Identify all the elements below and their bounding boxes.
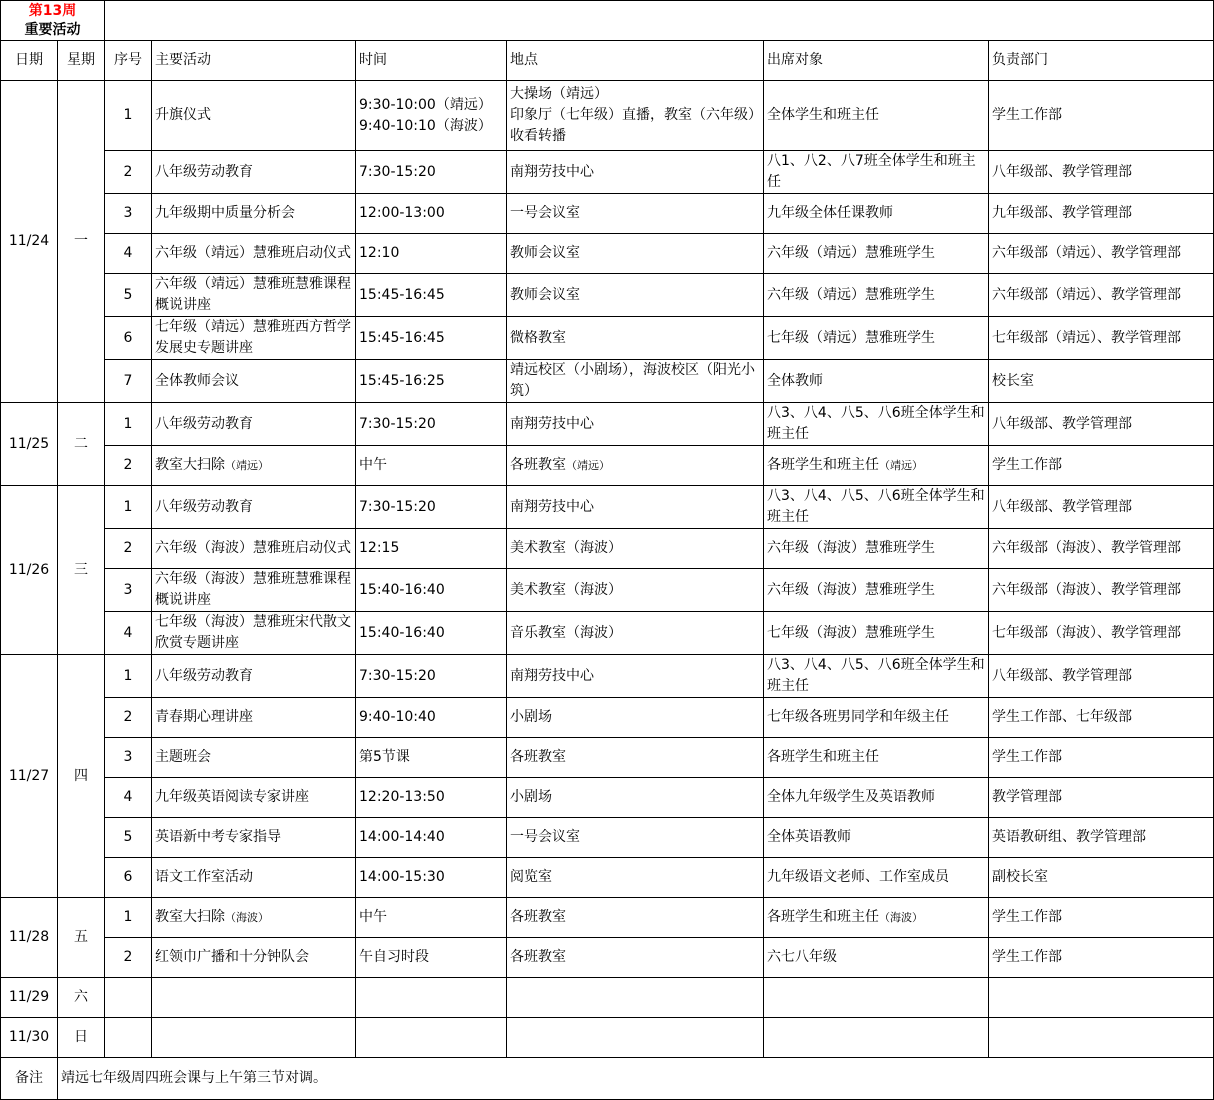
table-row <box>1 529 1214 569</box>
attendees-cell: 八3、八4、八5、八6班全体学生和班主任 <box>764 403 989 446</box>
activity-cell: 六年级（海波）慧雅班慧雅课程概说讲座 <box>152 569 356 612</box>
weekday-cell: 四 <box>58 655 105 898</box>
place-cell: 美术教室（海波） <box>507 529 764 569</box>
place-cell: 各班教室 <box>507 738 764 778</box>
weekday-cell: 一 <box>58 81 105 403</box>
attendees-cell: 八3、八4、八5、八6班全体学生和班主任 <box>764 486 989 529</box>
attendees-cell: 七年级各班男同学和年级主任 <box>764 698 989 738</box>
table-row <box>1 698 1214 738</box>
time-cell: 9:40-10:40 <box>356 698 507 738</box>
dept-cell: 学生工作部 <box>989 738 1214 778</box>
weekday-cell: 五 <box>58 898 105 978</box>
activity-cell: 六年级（靖远）慧雅班慧雅课程概说讲座 <box>152 274 356 317</box>
place-cell <box>507 81 764 151</box>
no-cell: 5 <box>105 818 152 858</box>
dept-cell: 学生工作部 <box>989 446 1214 486</box>
attendees-cell: 七年级（靖远）慧雅班学生 <box>764 317 989 360</box>
activity-cell: 升旗仪式 <box>152 81 356 151</box>
no-cell: 2 <box>105 446 152 486</box>
empty-cell <box>105 1018 152 1058</box>
activity-cell: 语文工作室活动 <box>152 858 356 898</box>
attendees-cell <box>764 898 989 938</box>
attendees-cell: 全体英语教师 <box>764 818 989 858</box>
weekday-cell: 二 <box>58 403 105 486</box>
place-cell: 微格教室 <box>507 317 764 360</box>
no-cell: 1 <box>105 486 152 529</box>
time-cell: 15:45-16:45 <box>356 274 507 317</box>
no-cell: 7 <box>105 360 152 403</box>
no-cell: 1 <box>105 81 152 151</box>
empty-cell <box>764 1018 989 1058</box>
time-cell: 中午 <box>356 898 507 938</box>
no-cell: 3 <box>105 569 152 612</box>
attendees-cell: 六年级（海波）慧雅班学生 <box>764 569 989 612</box>
campus-note: （海波） <box>225 911 269 924</box>
activity-cell: 红领巾广播和十分钟队会 <box>152 938 356 978</box>
remarks-text: 靖远七年级周四班会课与上午第三节对调。 <box>58 1058 1214 1100</box>
attendees-cell: 六年级（靖远）慧雅班学生 <box>764 274 989 317</box>
table-row <box>1 978 1214 1018</box>
weekday-cell: 三 <box>58 486 105 655</box>
dept-cell: 校长室 <box>989 360 1214 403</box>
table-row <box>1 274 1214 317</box>
time-line: 9:30-10:00（靖远） <box>359 96 492 113</box>
date-cell: 11/26 <box>1 486 58 655</box>
title-empty-cell <box>105 1 1214 41</box>
col-header-place: 地点 <box>507 41 764 81</box>
important-activities-label: 重要活动 <box>24 21 81 38</box>
table-row <box>1 612 1214 655</box>
attendees-cell: 九年级语文老师、工作室成员 <box>764 858 989 898</box>
table-row <box>1 446 1214 486</box>
place-cell: 靖远校区（小剧场），海波校区（阳光小筑） <box>507 360 764 403</box>
place-line: 大操场（靖远） <box>510 86 608 102</box>
col-header-attendees: 出席对象 <box>764 41 989 81</box>
no-cell: 2 <box>105 529 152 569</box>
dept-cell: 八年级部、教学管理部 <box>989 151 1214 194</box>
dept-cell: 七年级部（海波）、教学管理部 <box>989 612 1214 655</box>
col-header-dept: 负责部门 <box>989 41 1214 81</box>
time-cell: 12:15 <box>356 529 507 569</box>
attendees-text: 各班学生和班主任 <box>767 909 879 925</box>
dept-cell: 英语教研组、教学管理部 <box>989 818 1214 858</box>
date-cell: 11/27 <box>1 655 58 898</box>
remarks-label: 备注 <box>1 1058 58 1100</box>
campus-note: （靖远） <box>566 459 610 472</box>
empty-cell <box>105 978 152 1018</box>
place-cell: 南翔劳技中心 <box>507 151 764 194</box>
place-cell: 南翔劳技中心 <box>507 486 764 529</box>
weekday-cell: 六 <box>58 978 105 1018</box>
no-cell: 4 <box>105 234 152 274</box>
dept-cell: 八年级部、教学管理部 <box>989 486 1214 529</box>
time-cell: 第5节课 <box>356 738 507 778</box>
time-cell <box>356 81 507 151</box>
activity-cell: 九年级英语阅读专家讲座 <box>152 778 356 818</box>
place-cell <box>507 446 764 486</box>
place-cell: 各班教室 <box>507 898 764 938</box>
activity-text: 教室大扫除 <box>155 457 225 473</box>
table-row <box>1 655 1214 698</box>
time-line: 9:40-10:10（海波） <box>359 117 492 134</box>
col-header-date: 日期 <box>1 41 58 81</box>
dept-cell: 学生工作部、七年级部 <box>989 698 1214 738</box>
dept-cell: 学生工作部 <box>989 938 1214 978</box>
empty-cell <box>356 978 507 1018</box>
campus-note: （靖远） <box>225 459 269 472</box>
no-cell: 2 <box>105 938 152 978</box>
dept-cell: 六年级部（靖远）、教学管理部 <box>989 274 1214 317</box>
empty-cell <box>507 978 764 1018</box>
attendees-cell: 六年级（靖远）慧雅班学生 <box>764 234 989 274</box>
attendees-cell: 全体教师 <box>764 360 989 403</box>
empty-cell <box>152 978 356 1018</box>
dept-cell: 教学管理部 <box>989 778 1214 818</box>
activity-text: 教室大扫除 <box>155 909 225 925</box>
place-cell: 美术教室（海波） <box>507 569 764 612</box>
no-cell: 1 <box>105 403 152 446</box>
dept-cell: 六年级部（海波）、教学管理部 <box>989 529 1214 569</box>
table-row <box>1 1018 1214 1058</box>
activity-cell: 六年级（海波）慧雅班启动仪式 <box>152 529 356 569</box>
no-cell: 6 <box>105 317 152 360</box>
empty-cell <box>989 1018 1214 1058</box>
table-row <box>1 738 1214 778</box>
time-cell: 15:45-16:45 <box>356 317 507 360</box>
activity-cell: 青春期心理讲座 <box>152 698 356 738</box>
time-cell: 15:45-16:25 <box>356 360 507 403</box>
place-cell: 阅览室 <box>507 858 764 898</box>
place-cell: 南翔劳技中心 <box>507 403 764 446</box>
column-header-row <box>1 41 1214 81</box>
place-cell: 教师会议室 <box>507 274 764 317</box>
table-row <box>1 858 1214 898</box>
attendees-cell: 八1、八2、八7班全体学生和班主任 <box>764 151 989 194</box>
no-cell: 4 <box>105 778 152 818</box>
time-cell: 14:00-14:40 <box>356 818 507 858</box>
week-label: 第13周 <box>28 2 77 19</box>
attendees-cell: 六七八年级 <box>764 938 989 978</box>
place-cell: 小剧场 <box>507 698 764 738</box>
activity-cell: 八年级劳动教育 <box>152 403 356 446</box>
activity-cell: 主题班会 <box>152 738 356 778</box>
date-cell: 11/25 <box>1 403 58 486</box>
date-cell: 11/29 <box>1 978 58 1018</box>
dept-cell: 副校长室 <box>989 858 1214 898</box>
time-cell: 12:20-13:50 <box>356 778 507 818</box>
time-cell: 15:40-16:40 <box>356 612 507 655</box>
place-cell: 一号会议室 <box>507 818 764 858</box>
activity-cell: 七年级（海波）慧雅班宋代散文欣赏专题讲座 <box>152 612 356 655</box>
weekday-cell: 日 <box>58 1018 105 1058</box>
col-header-no: 序号 <box>105 41 152 81</box>
activity-cell <box>152 898 356 938</box>
table-row <box>1 898 1214 938</box>
activity-cell: 全体教师会议 <box>152 360 356 403</box>
no-cell: 2 <box>105 151 152 194</box>
table-row <box>1 403 1214 446</box>
place-text: 各班教室 <box>510 457 566 473</box>
no-cell: 3 <box>105 738 152 778</box>
table-row <box>1 151 1214 194</box>
attendees-cell: 全体学生和班主任 <box>764 81 989 151</box>
remarks-row <box>1 1058 1214 1100</box>
activity-cell <box>152 446 356 486</box>
table-row <box>1 360 1214 403</box>
dept-cell: 七年级部（靖远）、教学管理部 <box>989 317 1214 360</box>
place-cell: 教师会议室 <box>507 234 764 274</box>
empty-cell <box>356 1018 507 1058</box>
no-cell: 1 <box>105 655 152 698</box>
dept-cell: 八年级部、教学管理部 <box>989 403 1214 446</box>
empty-cell <box>764 978 989 1018</box>
date-cell: 11/28 <box>1 898 58 978</box>
campus-note: （海波） <box>879 911 923 924</box>
dept-cell: 学生工作部 <box>989 898 1214 938</box>
col-header-weekday: 星期 <box>58 41 105 81</box>
activity-cell: 八年级劳动教育 <box>152 655 356 698</box>
time-cell: 午自习时段 <box>356 938 507 978</box>
no-cell: 5 <box>105 274 152 317</box>
attendees-cell <box>764 446 989 486</box>
attendees-cell: 九年级全体任课教师 <box>764 194 989 234</box>
attendees-cell: 八3、八4、八5、八6班全体学生和班主任 <box>764 655 989 698</box>
attendees-cell: 六年级（海波）慧雅班学生 <box>764 529 989 569</box>
place-cell: 各班教室 <box>507 938 764 978</box>
time-cell: 中午 <box>356 446 507 486</box>
activity-cell: 七年级（靖远）慧雅班西方哲学发展史专题讲座 <box>152 317 356 360</box>
place-cell: 小剧场 <box>507 778 764 818</box>
attendees-cell: 七年级（海波）慧雅班学生 <box>764 612 989 655</box>
col-header-activity: 主要活动 <box>152 41 356 81</box>
table-row <box>1 778 1214 818</box>
no-cell: 6 <box>105 858 152 898</box>
table-row <box>1 81 1214 151</box>
dept-cell: 学生工作部 <box>989 81 1214 151</box>
attendees-cell: 全体九年级学生及英语教师 <box>764 778 989 818</box>
time-cell: 7:30-15:20 <box>356 151 507 194</box>
time-cell: 14:00-15:30 <box>356 858 507 898</box>
time-cell: 15:40-16:40 <box>356 569 507 612</box>
empty-cell <box>152 1018 356 1058</box>
table-row <box>1 818 1214 858</box>
table-row <box>1 938 1214 978</box>
activity-cell: 九年级期中质量分析会 <box>152 194 356 234</box>
activity-cell: 六年级（靖远）慧雅班启动仪式 <box>152 234 356 274</box>
date-cell: 11/24 <box>1 81 58 403</box>
place-cell: 音乐教室（海波） <box>507 612 764 655</box>
table-row <box>1 569 1214 612</box>
no-cell: 2 <box>105 698 152 738</box>
dept-cell: 九年级部、教学管理部 <box>989 194 1214 234</box>
time-cell: 12:00-13:00 <box>356 194 507 234</box>
activity-cell: 英语新中考专家指导 <box>152 818 356 858</box>
date-cell: 11/30 <box>1 1018 58 1058</box>
empty-cell <box>507 1018 764 1058</box>
time-cell: 7:30-15:20 <box>356 486 507 529</box>
no-cell: 4 <box>105 612 152 655</box>
time-cell: 12:10 <box>356 234 507 274</box>
campus-note: （靖远） <box>879 459 923 472</box>
place-cell: 一号会议室 <box>507 194 764 234</box>
table-row <box>1 486 1214 529</box>
dept-cell: 六年级部（海波）、教学管理部 <box>989 569 1214 612</box>
activity-cell: 八年级劳动教育 <box>152 486 356 529</box>
col-header-time: 时间 <box>356 41 507 81</box>
place-cell: 南翔劳技中心 <box>507 655 764 698</box>
week-header-cell <box>1 1 105 41</box>
table-row <box>1 194 1214 234</box>
table-row <box>1 234 1214 274</box>
attendees-cell: 各班学生和班主任 <box>764 738 989 778</box>
no-cell: 3 <box>105 194 152 234</box>
title-row <box>1 1 1214 41</box>
dept-cell: 八年级部、教学管理部 <box>989 655 1214 698</box>
empty-cell <box>989 978 1214 1018</box>
attendees-text: 各班学生和班主任 <box>767 457 879 473</box>
time-cell: 7:30-15:20 <box>356 403 507 446</box>
activity-cell: 八年级劳动教育 <box>152 151 356 194</box>
dept-cell: 六年级部（靖远）、教学管理部 <box>989 234 1214 274</box>
place-line: 印象厅（七年级）直播，教室（六年级）收看转播 <box>510 107 755 144</box>
time-cell: 7:30-15:20 <box>356 655 507 698</box>
table-row <box>1 317 1214 360</box>
no-cell: 1 <box>105 898 152 938</box>
